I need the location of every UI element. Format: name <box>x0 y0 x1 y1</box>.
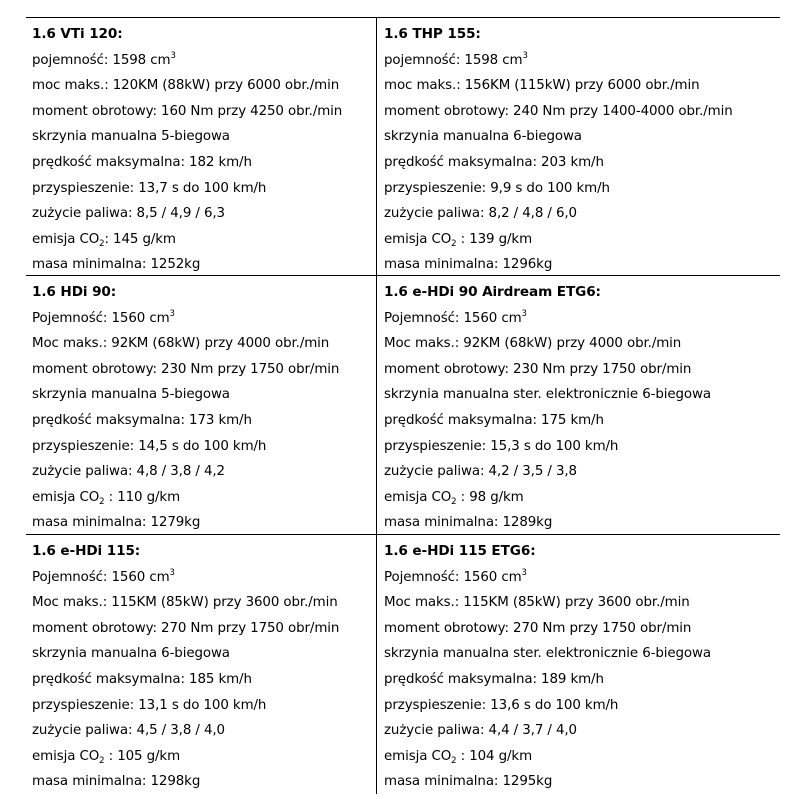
minimum-mass-line: masa minimalna: 1279kg <box>32 515 201 531</box>
top-speed-line: prędkość maksymalna: 203 km/h <box>384 154 604 170</box>
engine-cell-e-hdi-115 <box>26 535 377 794</box>
capacity-unit-exponent: 3 <box>169 567 175 578</box>
power-line: Moc maks.: 92KM (68kW) przy 4000 obr./min <box>32 336 330 352</box>
torque-line: moment obrotowy: 230 Nm przy 1750 obr/min <box>32 361 340 377</box>
co2-value: : 145 g/km <box>104 231 176 247</box>
gearbox-line: skrzynia manualna ster. elektronicznie 6-biegowa <box>384 387 711 403</box>
co2-value: : 139 g/km <box>456 231 533 247</box>
minimum-mass-line: masa minimalna: 1289kg <box>384 515 553 531</box>
co2-subscript: 2 <box>99 238 105 249</box>
co2-value: : 98 g/km <box>456 489 524 505</box>
co2-emission-line <box>32 227 376 253</box>
capacity-value: 1560 cm <box>111 310 170 326</box>
minimum-mass-line: masa minimalna: 1296kg <box>384 257 553 273</box>
co2-value: : 105 g/km <box>104 748 181 764</box>
top-speed-line: prędkość maksymalna: 185 km/h <box>32 671 252 687</box>
co2-emission-line <box>32 485 376 511</box>
power-line: Moc maks.: 115KM (85kW) przy 3600 obr./min <box>32 595 338 611</box>
acceleration-line: przyspieszenie: 9,9 s do 100 km/h <box>384 180 610 196</box>
fuel-consumption-line: zużycie paliwa: 8,2 / 4,8 / 6,0 <box>384 206 577 222</box>
fuel-consumption-line: zużycie paliwa: 8,5 / 4,9 / 6,3 <box>32 206 225 222</box>
fuel-consumption-line: zużycie paliwa: 4,5 / 3,8 / 4,0 <box>32 723 225 739</box>
co2-emission-line <box>384 227 780 253</box>
co2-subscript: 2 <box>99 496 105 507</box>
power-line: Moc maks.: 115KM (85kW) przy 3600 obr./min <box>384 595 690 611</box>
capacity-label: Pojemność: <box>384 310 460 326</box>
top-speed-line: prędkość maksymalna: 173 km/h <box>32 412 252 428</box>
capacity-value: 1598 cm <box>464 52 523 68</box>
capacity-line <box>32 48 376 74</box>
minimum-mass-line: masa minimalna: 1252kg <box>32 257 201 273</box>
fuel-consumption-line: zużycie paliwa: 4,8 / 3,8 / 4,2 <box>32 464 225 480</box>
co2-label: emisja CO <box>32 231 100 247</box>
co2-value: : 104 g/km <box>456 748 533 764</box>
power-line: moc maks.: 120KM (88kW) przy 6000 obr./min <box>32 78 340 94</box>
torque-line: moment obrotowy: 270 Nm przy 1750 obr/min <box>384 620 692 636</box>
torque-line: moment obrotowy: 270 Nm przy 1750 obr/min <box>32 620 340 636</box>
engine-title: 1.6 HDi 90: <box>32 284 117 300</box>
engine-cell-vti-120 <box>26 17 377 276</box>
engine-title: 1.6 e-HDi 115: <box>32 543 141 559</box>
capacity-line <box>32 565 376 591</box>
co2-label: emisja CO <box>32 489 100 505</box>
co2-subscript: 2 <box>451 238 457 249</box>
co2-value: : 110 g/km <box>104 489 181 505</box>
co2-label: emisja CO <box>384 489 452 505</box>
torque-line: moment obrotowy: 160 Nm przy 4250 obr./min <box>32 103 343 119</box>
capacity-label: Pojemność: <box>32 569 108 585</box>
engine-title: 1.6 e-HDi 90 Airdream ETG6: <box>384 284 601 300</box>
minimum-mass-line: masa minimalna: 1298kg <box>32 774 201 790</box>
minimum-mass-line: masa minimalna: 1295kg <box>384 774 553 790</box>
capacity-line <box>384 48 780 74</box>
capacity-value: 1560 cm <box>111 569 170 585</box>
power-line: moc maks.: 156KM (115kW) przy 6000 obr./min <box>384 78 700 94</box>
capacity-line <box>32 306 376 332</box>
top-speed-line: prędkość maksymalna: 175 km/h <box>384 412 604 428</box>
power-line: Moc maks.: 92KM (68kW) przy 4000 obr./min <box>384 336 682 352</box>
engine-title: 1.6 THP 155: <box>384 26 481 42</box>
engine-spec-table <box>26 17 780 794</box>
engine-cell-hdi-90 <box>26 276 377 535</box>
top-speed-line: prędkość maksymalna: 189 km/h <box>384 671 604 687</box>
acceleration-line: przyspieszenie: 15,3 s do 100 km/h <box>384 438 619 454</box>
co2-label: emisja CO <box>384 748 452 764</box>
capacity-label: pojemność: <box>32 52 109 68</box>
acceleration-line: przyspieszenie: 14,5 s do 100 km/h <box>32 438 267 454</box>
capacity-label: pojemność: <box>384 52 461 68</box>
gearbox-line: skrzynia manualna 5-biegowa <box>32 387 230 403</box>
fuel-consumption-line: zużycie paliwa: 4,4 / 3,7 / 4,0 <box>384 723 577 739</box>
capacity-line <box>384 306 780 332</box>
acceleration-line: przyspieszenie: 13,1 s do 100 km/h <box>32 697 267 713</box>
engine-title: 1.6 e-HDi 115 ETG6: <box>384 543 536 559</box>
gearbox-line: skrzynia manualna 6-biegowa <box>384 129 582 145</box>
co2-label: emisja CO <box>384 231 452 247</box>
engine-title: 1.6 VTi 120: <box>32 26 123 42</box>
co2-subscript: 2 <box>99 755 105 766</box>
capacity-value: 1560 cm <box>463 310 522 326</box>
capacity-line <box>384 565 780 591</box>
co2-emission-line <box>384 744 780 770</box>
co2-subscript: 2 <box>451 496 457 507</box>
capacity-unit-exponent: 3 <box>170 50 176 61</box>
co2-label: emisja CO <box>32 748 100 764</box>
gearbox-line: skrzynia manualna 6-biegowa <box>32 646 230 662</box>
acceleration-line: przyspieszenie: 13,6 s do 100 km/h <box>384 697 619 713</box>
capacity-unit-exponent: 3 <box>521 308 527 319</box>
engine-cell-e-hdi-90-airdream-etg6 <box>377 276 780 535</box>
co2-emission-line <box>384 485 780 511</box>
torque-line: moment obrotowy: 230 Nm przy 1750 obr/min <box>384 361 692 377</box>
gearbox-line: skrzynia manualna 5-biegowa <box>32 129 230 145</box>
capacity-label: Pojemność: <box>384 569 460 585</box>
top-speed-line: prędkość maksymalna: 182 km/h <box>32 154 252 170</box>
capacity-value: 1598 cm <box>112 52 171 68</box>
capacity-unit-exponent: 3 <box>521 567 527 578</box>
torque-line: moment obrotowy: 240 Nm przy 1400-4000 obr./min <box>384 103 733 119</box>
gearbox-line: skrzynia manualna ster. elektronicznie 6-biegowa <box>384 646 711 662</box>
capacity-unit-exponent: 3 <box>522 50 528 61</box>
acceleration-line: przyspieszenie: 13,7 s do 100 km/h <box>32 180 267 196</box>
engine-cell-e-hdi-115-etg6 <box>377 535 780 794</box>
fuel-consumption-line: zużycie paliwa: 4,2 / 3,5 / 3,8 <box>384 464 577 480</box>
co2-subscript: 2 <box>451 755 457 766</box>
co2-emission-line <box>32 744 376 770</box>
capacity-unit-exponent: 3 <box>169 308 175 319</box>
engine-cell-thp-155 <box>377 17 780 276</box>
capacity-value: 1560 cm <box>463 569 522 585</box>
capacity-label: Pojemność: <box>32 310 108 326</box>
